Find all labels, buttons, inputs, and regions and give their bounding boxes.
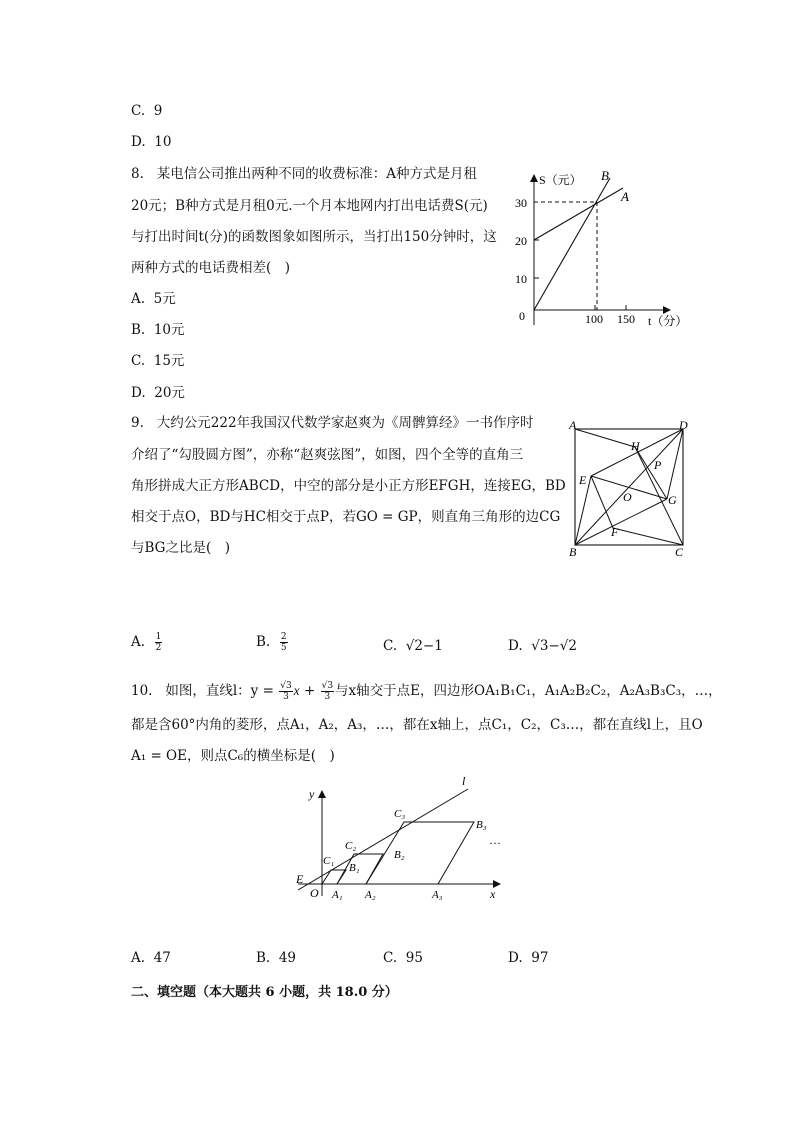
q9-stem-line1: 9. 大约公元222年我国汉代数学家赵爽为《周髀算经》一书作序时 — [131, 415, 534, 431]
section-2-heading: 二、填空题（本大题共 6 小题，共 18.0 分） — [131, 985, 398, 1000]
q10-label-c1: C₁ — [323, 855, 335, 867]
q9-line-cf — [613, 528, 683, 545]
q10-label-e: E — [296, 872, 304, 886]
q8-ytick-label-30: 30 — [515, 196, 527, 210]
q8-line-b — [534, 178, 610, 310]
q10-label-a3: A₃ — [432, 889, 443, 901]
q10-stem-line1: 10. 如图，直线l：y = $\frac{√3}{3}$ x + $\frac{√3}{3}$ 与x轴交于点E，四边形OA₁B₁C₁，A₁A₂B₂C₂，A₂A₃B₃C₃，…， — [131, 681, 722, 702]
q9-label-b: B — [569, 545, 577, 559]
q7-option-d: D. 10 — [131, 134, 172, 150]
q8-line-b-label: B — [601, 168, 609, 183]
q10-label-a1: A₁ — [332, 889, 343, 901]
q10-number: 10. — [131, 683, 153, 699]
q8-number: 8. — [131, 166, 144, 182]
q10-option-b: B. 49 — [256, 950, 296, 966]
q8-origin: 0 — [519, 309, 525, 323]
q9-label-a: A — [569, 418, 577, 432]
q10-label-o: O — [310, 886, 319, 900]
q8-y-arrow — [530, 174, 538, 182]
q10-option-d: D. 97 — [508, 950, 549, 966]
q10-label-b1: B₁ — [349, 862, 360, 874]
q10-line-l — [298, 789, 468, 890]
q9-label-e: E — [579, 473, 587, 487]
q10-stem-line2: 都是含60°内角的菱形，点A₁，A₂，A₃，…，都在x轴上，点C₁，C₂，C₃…，都在直线l上，且O — [131, 717, 703, 733]
q8-option-c: C. 15元 — [131, 353, 185, 369]
q9-option-b: B. $\frac{2}{5}$ — [256, 632, 287, 653]
q8-stem-line3: 与打出时间t(分)的函数图象如图所示，当打出150分钟时，这 — [131, 229, 497, 245]
q8-ytick-label-20: 20 — [515, 234, 527, 248]
q10-label-b2: B₂ — [394, 849, 405, 861]
q9-figure — [565, 416, 695, 561]
q9-stem-line4: 相交于点O，BD与HC相交于点P，若GO = GP，则直角三角形的边CG — [131, 509, 561, 525]
q10-label-b3: B₃ — [476, 819, 487, 831]
q9-option-d: D. √3−√2 — [508, 638, 577, 654]
q10-option-c: C. 95 — [383, 950, 423, 966]
q9-number: 9. — [131, 415, 144, 431]
q8-xtick-label-100: 100 — [585, 312, 603, 326]
q9-label-c: C — [675, 545, 684, 559]
q8-y-label: S（元） — [539, 173, 582, 187]
q8-x-label: t（分） — [648, 314, 688, 328]
q8-xtick-label-150: 150 — [617, 312, 635, 326]
q10-option-a: A. 47 — [131, 950, 171, 966]
q10-label-dots: … — [489, 833, 501, 847]
q9-stem-line2: 介绍了“勾股圆方图”，亦称“赵爽弦图”，如图，四个全等的直角三 — [131, 447, 524, 463]
q10-label-a2: A₂ — [365, 889, 376, 901]
q10-label-y: y — [309, 787, 315, 801]
q7-option-c: C. 9 — [131, 103, 163, 119]
q10-y-arrow — [318, 790, 326, 798]
q9-label-g: G — [668, 493, 677, 507]
q8-line-a-label: A — [621, 189, 629, 204]
q9-line-fe — [591, 476, 613, 528]
q10-label-c2: C₂ — [345, 840, 357, 852]
q9-stem-line5: 与BG之比是( ) — [131, 540, 230, 556]
q9-label-o: O — [623, 490, 632, 504]
q8-option-a: A. 5元 — [131, 291, 176, 307]
q10-rhombus-3 — [366, 822, 474, 884]
q9-label-d: D — [679, 418, 688, 432]
q8-stem-line1: 8. 某电信公司推出两种不同的收费标准：A种方式是月租 — [131, 166, 478, 182]
q9-stem-line3: 角形拼成大正方形ABCD，中空的部分是小正方形EFGH，连接EG，BD — [131, 478, 566, 494]
q8-x-arrow — [663, 306, 671, 314]
q9-line-dg — [667, 429, 683, 499]
q10-rhombus-1 — [322, 870, 346, 884]
q10-label-x: x — [490, 887, 496, 901]
q8-option-d: D. 20元 — [131, 385, 185, 401]
q9-option-a: A. $\frac{1}{2}$ — [131, 632, 162, 653]
q8-graph — [505, 160, 705, 335]
q10-label-c3: C₃ — [394, 808, 406, 820]
q8-option-b: B. 10元 — [131, 322, 185, 338]
q9-label-f: F — [611, 525, 619, 539]
q8-stem-line2: 20元；B种方式是月租0元.一个月本地网内打出电话费S(元) — [131, 198, 488, 214]
q9-label-h: H — [631, 439, 640, 453]
q10-label-l: l — [462, 774, 466, 788]
q10-rhombus-2 — [337, 854, 383, 884]
q10-figure — [290, 772, 510, 907]
q9-option-c: C. √2−1 — [383, 638, 443, 654]
q9-label-p: P — [654, 458, 662, 472]
q8-ytick-label-10: 10 — [515, 272, 527, 286]
q10-stem-line3: A₁ = OE，则点C₆的横坐标是( ) — [131, 748, 335, 764]
q9-line-ah — [575, 429, 635, 447]
q8-stem-line4: 两种方式的电话费相差( ) — [131, 260, 291, 276]
